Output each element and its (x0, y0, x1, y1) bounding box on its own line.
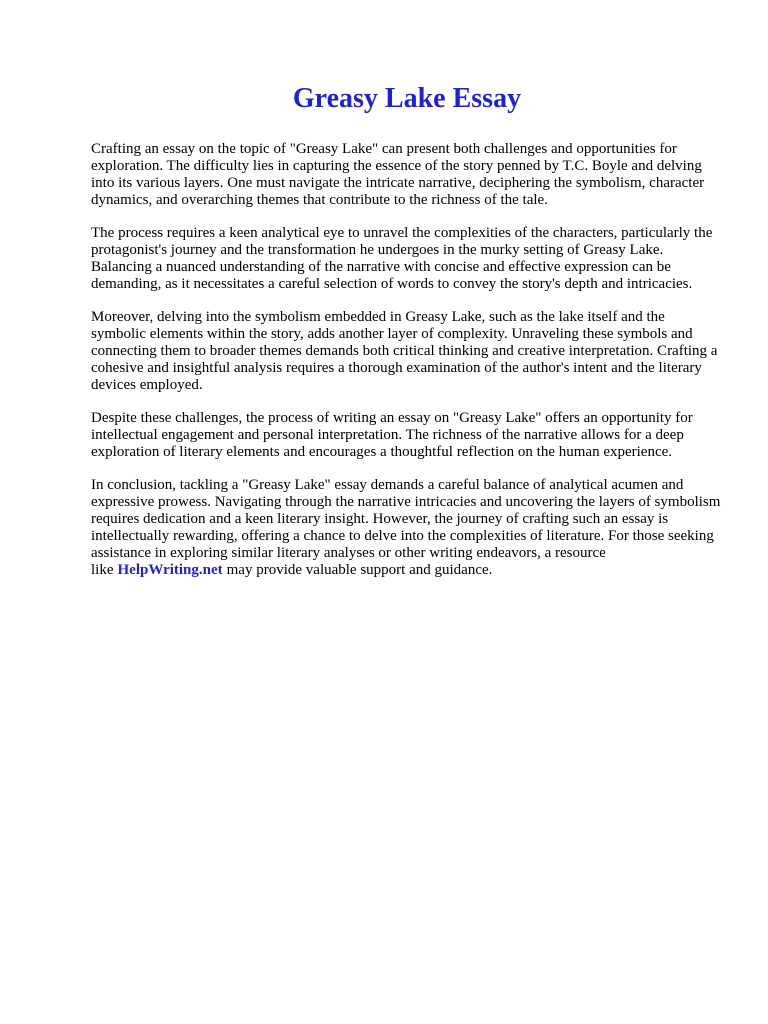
paragraph-3: Moreover, delving into the symbolism embedded in Greasy Lake, such as the lake itself and the symbolic elements within the story, adds another layer of complexity. Unraveling these symbols and connecting them to broader themes demands both critical thinking and creative interpretation. Crafting a cohesive and insightful analysis requires a thorough examination of the author's intent and the literary devices employed. (91, 309, 718, 393)
paragraph-1: Crafting an essay on the topic of "Greasy Lake" can present both challenges and opportunities for exploration. The difficulty lies in capturing the essence of the story penned by T.C. Boyle and delving into its various layers. One must navigate the intricate narrative, deciphering the symbolism, character dynamics, and overarching themes that contribute to the richness of the tale. (91, 141, 705, 208)
page-title: Greasy Lake Essay (292, 83, 522, 114)
paragraph-conclusion (91, 477, 721, 579)
document-page (91, 0, 721, 595)
paragraph-2: The process requires a keen analytical eye to unravel the complexities of the characters, particularly the protagonist's journey and the transformation he undergoes in the murky setting of Greasy Lake. Balancing a nuanced understanding of the narrative with concise and effective expression can be demanding, as it necessitates a careful selection of words to convey the story's depth and intricacies. (91, 225, 713, 292)
conclusion-text-after-link: may provide valuable support and guidance. (226, 562, 493, 578)
conclusion-text-before-link: In conclusion, tackling a "Greasy Lake" essay demands a careful balance of analytical acumen and expressive prowess. Navigating through the narrative intricacies and uncovering the layers of symbolism requires dedication and a keen literary insight. However, the journey of crafting such an essay is intellectually rewarding, offering a chance to delve into the complexities of literature. For those seeking assistance in exploring similar literary analyses or other writing endeavors, a resource like (91, 477, 721, 578)
essay-body (91, 141, 721, 579)
paragraph-4: Despite these challenges, the process of writing an essay on "Greasy Lake" offers an opportunity for intellectual engagement and personal interpretation. The richness of the narrative allows for a deep exploration of literary elements and encourages a thoughtful reflection on the human experience. (91, 410, 693, 460)
helpwriting-link[interactable]: HelpWriting.net (117, 562, 223, 578)
